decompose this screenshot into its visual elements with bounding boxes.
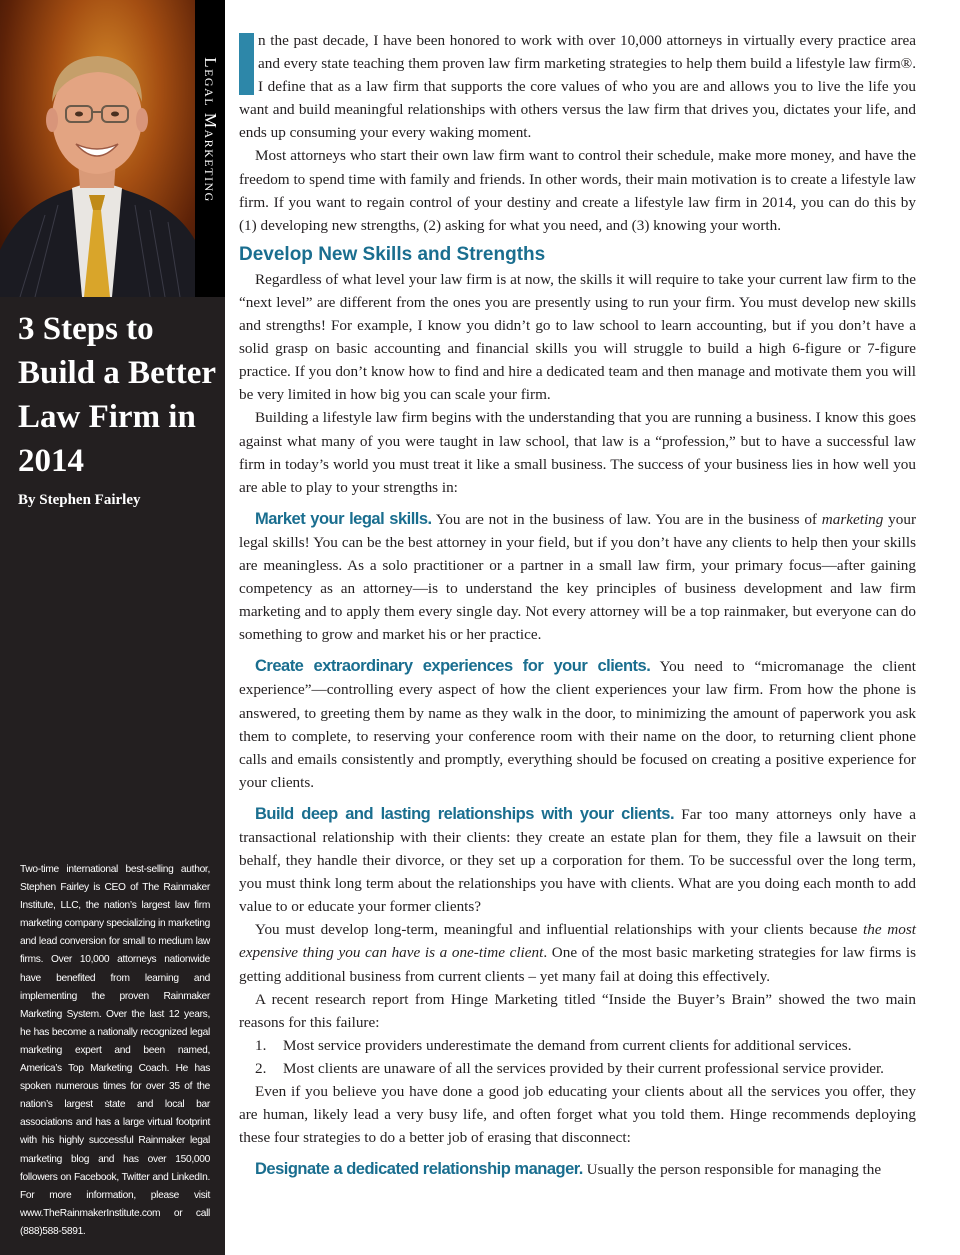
- article-title: 3 Steps to Build a Better Law Firm in 2014: [18, 311, 216, 479]
- list-item: 2. Most clients are unaware of all the services provided by their current professional service provider.: [255, 1059, 884, 1077]
- paragraph: A recent research report from Hinge Marketing titled “Inside the Buyer’s Brain” showed the two main reasons for this failure:: [239, 990, 916, 1031]
- section-label: Legal Marketing: [201, 57, 220, 203]
- author-photo: [0, 0, 195, 297]
- subsection-lead: Designate a dedicated relationship manager.: [255, 1160, 583, 1179]
- paragraph: You must develop long-term, meaningful and influential relationships with your clients because the most expensive thing you can have is a one-time client. One of the most basic marketing strategies for law firms is getting additional business from current clients – yet many fail at doing this effectively.: [239, 921, 916, 985]
- list-item: 1. Most service providers underestimate the demand from current clients for additional services.: [255, 1036, 852, 1054]
- subsection-client-experiences: Create extraordinary experiences for your clients. You need to “micromanage the client experience”—controlling every aspect of how the client experiences your law firm. From how the phone is answered, to greeting them by name as they walk in the door, to minimizing the amount of paperwork you ask them to complete, to reserving your conference room with their name on the door, to returning client phone calls and emails consistently and promptly, everything should be focused on creating a positive experience for your clients.: [239, 657, 916, 791]
- numbered-list: [239, 1034, 916, 1080]
- paragraph: Building a lifestyle law firm begins with the understanding that you are running a business. I know this goes against what many of you were taught in law school, that law is a “profession,” but to have a successful law firm in today’s world you must treat it like a small business. The success of your business lies in how well you are able to play to your strengths in:: [239, 409, 916, 496]
- paragraph: Regardless of what level your law firm is at now, the skills it will require to take your current law firm to the “next level” are different from the ones you are presently using to run your firm. You must develop new skills and strengths! For example, I know you didn’t go to law school to learn accounting, but if you don’t have a solid grasp on basic accounting and financial skills you will struggle to build a high 6-figure or 7-figure practice. If you don’t know how to find and hire a dedicated team and then manage and motivate them you will be very limited in how big you can scale your firm.: [239, 270, 916, 404]
- subsection-lead: Build deep and lasting relationships with your clients.: [255, 804, 675, 823]
- subsection-lead: Create extraordinary experiences for your clients.: [255, 657, 651, 676]
- sidebar: [0, 0, 225, 1255]
- subsection-client-relationships: Build deep and lasting relationships with your clients. Far too many attorneys only have a transactional relationship with their clients: they create an estate plan for them, they file a lawsuit on their behalf, they handle their divorce, or they set up a corporation for them. To be successful over the long term, you must think long term about the relationships you have with clients. What are you doing each month to add value to or educate your former clients?: [239, 804, 916, 916]
- subsection-relationship-manager: Designate a dedicated relationship manager. Usually the person responsible for managing the: [255, 1160, 882, 1179]
- intro-paragraph: n the past decade, I have been honored to work with over 10,000 attorneys in virtually every practice area and every state teaching them proven law firm marketing strategies to help them build a lifestyle law firm®. I define that as a law firm that supports the core values of who you are and allows you to live the life you want and build meaningful relationships with others versus the law firm that drives you, dictates your life, and ends up consuming your every waking moment.: [239, 32, 916, 142]
- drop-cap: [239, 33, 254, 95]
- paragraph: Most attorneys who start their own law firm want to control their schedule, make more money, and have the freedom to spend time with family and friends. In other words, their main motivation is to create a lifestyle law firm. If you want to regain control of your destiny and create a lifestyle law firm in 2014, you can do this by (1) developing new strengths, (2) asking for what you need, and (3) knowing your worth.: [239, 147, 916, 234]
- paragraph: Even if you believe you have done a good job educating your clients about all the services you offer, they are human, likely lead a very busy life, and often forget what you told them. Hinge recommends deploying these four strategies to do a better job of erasing that disconnect:: [239, 1083, 916, 1147]
- subsection-lead: Market your legal skills.: [255, 509, 432, 528]
- byline: By Stephen Fairley: [18, 492, 141, 508]
- article-body: [239, 29, 916, 1181]
- subsection-market-legal-skills: Market your legal skills. You are not in the business of law. You are in the business of marketing your legal skills! You can be the best attorney in your field, but if you don’t have any clients to help then your skills are meaningless. As a solo practitioner or a partner in a small law firm, your primary focus—after gaining competency as an attorney—is to understand the key principles of business development and law firm marketing and to apply them every single day. Not every attorney will be a top rainmaker, but everyone can do something to grow and market his or her practice.: [239, 509, 916, 644]
- section-heading: Develop New Skills and Strengths: [239, 243, 546, 265]
- author-bio: Two-time international best-selling author, Stephen Fairley is CEO of The Rainmaker Institute, LLC, the nation’s largest law firm marketing company specializing in marketing and lead conversion for small to medium law firms. Over 10,000 attorneys nationwide have benefited from learning and implementing the proven Rainmaker Marketing System. Over the last 12 years, he has become a nationally recognized legal marketing expert and been named, America’s Top Marketing Coach. He has spoken numerous times for over 35 of the nation’s largest state and local bar associations and has a large virtual footprint with his highly successful Rainmaker legal marketing blog and has over 150,000 followers on Facebook, Twitter and LinkedIn. For more information, please visit www.TheRainmakerInstitute.com or call (888)588-5891.: [20, 864, 210, 1237]
